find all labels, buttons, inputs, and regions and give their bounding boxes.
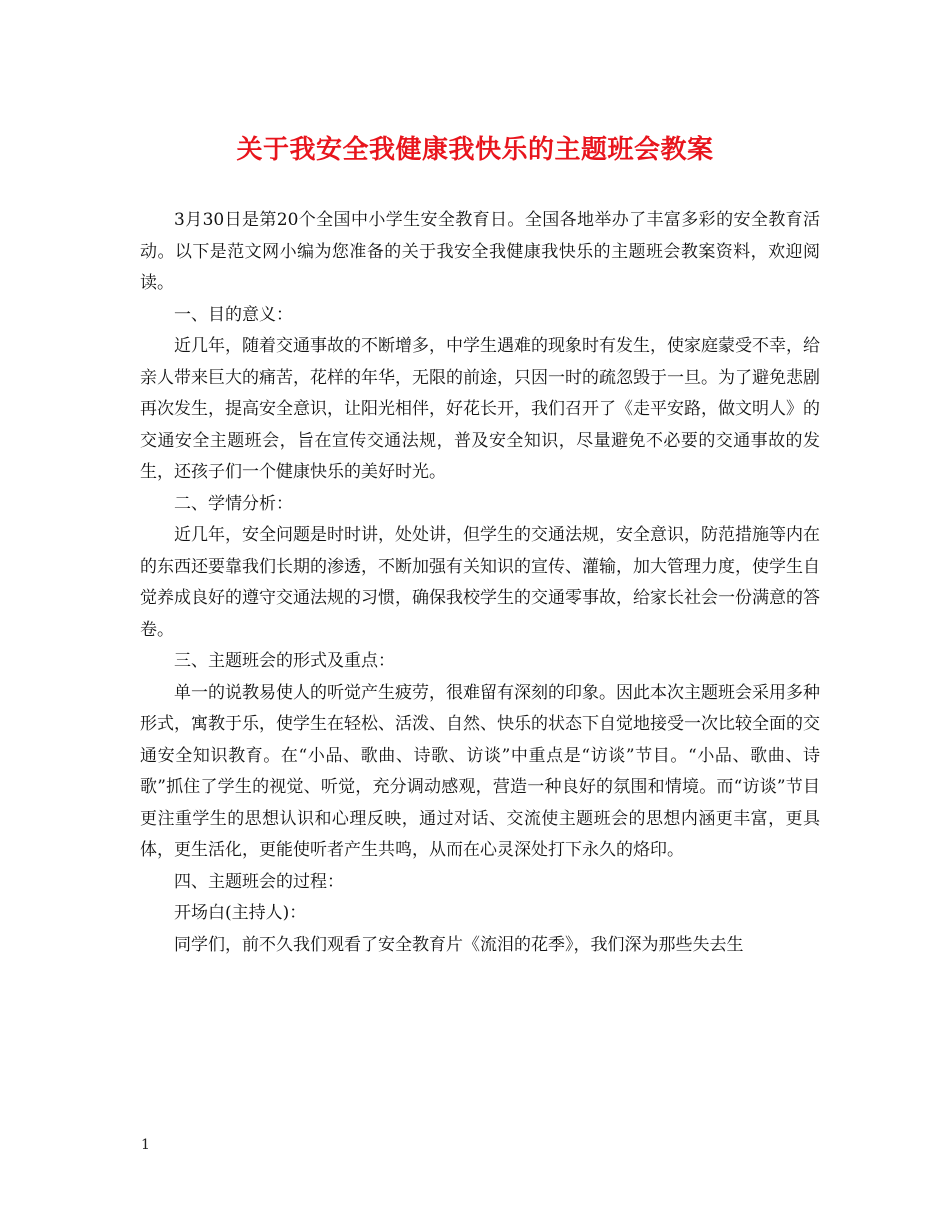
heading-analysis: 二、学情分析： [174, 493, 293, 514]
paragraph-analysis: 近几年，安全问题是时时讲，处处讲，但学生的交通法规，安全意识，防范措施等内在的东西还要靠我们长期的渗透，不断加强有关知识的宣传、灌输，加大管理力度，使学生自觉养成良好的遵守交通法规的习惯，确保我校学生的交通零事故，给家长社会一份满意的答卷。 [140, 525, 820, 640]
paragraph-format: 单一的说教易使人的听觉产生疲劳，很难留有深刻的印象。因此本次主题班会采用多种形式，寓教于乐，使学生在轻松、活泼、自然、快乐的状态下自觉地接受一次比较全面的交通安全知识教育。在“小品、歌曲、诗歌、访谈”中重点是“访谈”节目。“小品、歌曲、诗歌”抓住了学生的视觉、听觉，充分调动感观，营造一种良好的氛围和情境。而“访谈”节目更注重学生的思想认识和心理反映，通过对话、交流使主题班会的思想内涵更丰富，更具体，更生活化，更能使听者产生共鸣，从而在心灵深处打下永久的烙印。 [140, 682, 820, 860]
paragraph-purpose: 近几年，随着交通事故的不断增多，中学生遇难的现象时有发生，使家庭蒙受不幸，给亲人带来巨大的痛苦，花样的年华，无限的前途，只因一时的疏忽毁于一旦。为了避免悲剧再次发生，提高安全意识，让阳光相伴，好花长开，我们召开了《走平安路，做文明人》的交通安全主题班会，旨在宣传交通法规，普及安全知识，尽量避免不必要的交通事故的发生，还孩子们一个健康快乐的美好时光。 [140, 336, 820, 482]
paragraph-intro: 3月30日是第20个全国中小学生安全教育日。全国各地举办了丰富多彩的安全教育活动。以下是范文网小编为您准备的关于我安全我健康我快乐的主题班会教案资料，欢迎阅读。 [140, 210, 820, 293]
heading-opening: 开场白(主持人)： [174, 903, 307, 923]
paragraph-opening: 同学们，前不久我们观看了安全教育片《流泪的花季》，我们深为那些失去生 [174, 934, 744, 955]
heading-process: 四、主题班会的过程： [174, 871, 344, 892]
heading-purpose: 一、目的意义： [174, 304, 293, 325]
heading-format: 三、主题班会的形式及重点： [174, 651, 395, 671]
page-number: 1 [141, 1137, 150, 1153]
document-title: 关于我安全我健康我快乐的主题班会教案 [236, 135, 714, 165]
document-body [140, 205, 820, 961]
